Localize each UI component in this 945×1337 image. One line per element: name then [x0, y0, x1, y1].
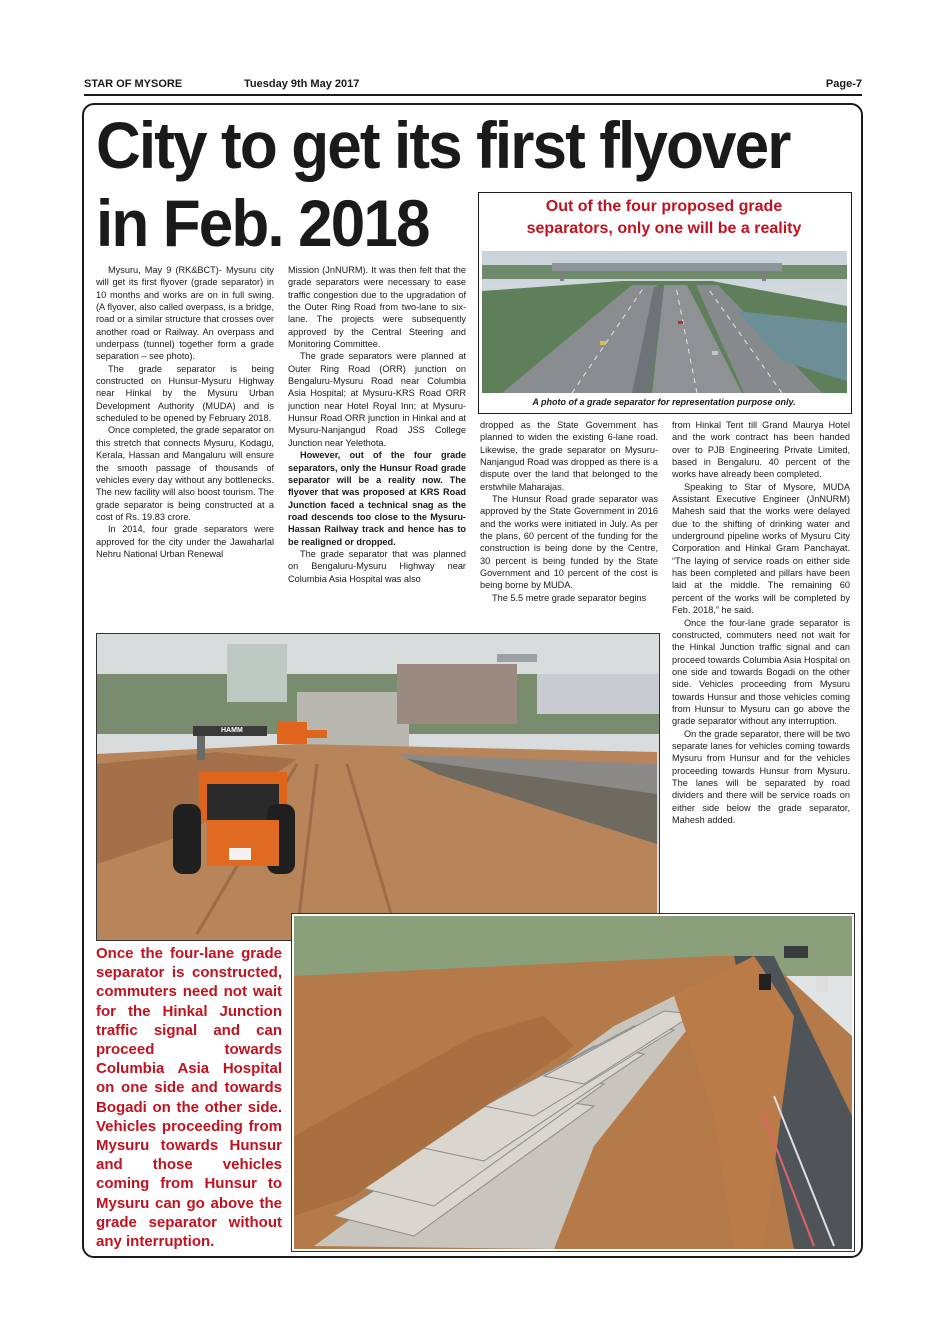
article-column-1 — [96, 264, 274, 560]
paragraph: The grade separators were planned at Outer Ring Road (ORR) junction on Bengaluru-Mysuru Road near Columbia Asia Hospital; at Mysuru-KRS Road ORR junction near Hotel Royal Inn; at Mysuru-Hunsur Road ORR junction in Hinkal and at Mysuru-Nanjangud Road JSS College Junction near Yelethota. — [288, 351, 466, 448]
paragraph: from Hinkal Tent till Grand Maurya Hotel and the work contract has been handed over to PJB Engineering Private Limited, based in Bengaluru. 40 percent of the works have already been completed. — [672, 420, 850, 480]
issue-date: Tuesday 9th May 2017 — [244, 78, 360, 90]
construction-site-photo — [96, 633, 660, 941]
paragraph: On the grade separator, there will be two separate lanes for vehicles coming towards Mysuru from Hunsur and for the vehicles proceeding towards Hunsur from Mysuru. The lanes will be separated by road dividers and there will be service roads on either side below the grade separator, Mahesh added. — [672, 728, 850, 825]
sidebar-heading-line-2: separators, only one will be a reality — [526, 220, 802, 237]
slabs-photo — [292, 914, 854, 1251]
paragraph: dropped as the State Government has planned to widen the existing 6-lane road. Likewise, the grade separator on Mysuru-Nanjangud Road was dropped as there is a dispute over the land that belonged to the erstwhile Maharajas. — [480, 420, 658, 492]
page-number: Page-7 — [825, 78, 862, 90]
roller-brand-label: HAMM — [221, 727, 243, 734]
grade-separator-photo — [482, 251, 847, 393]
article-column-3 — [480, 419, 658, 604]
paragraph: Speaking to Star of Mysore, MUDA Assistant Executive Engineer (JnNURM) Mahesh said that the works were delayed due to the shifting of drinking water and underground pipeline works of Mysuru City Corporation and Hinkal Gram Panchayat. “The laying of service roads on either side has been completed and pillars have been laid at the middle. The remaining 60 percent of the works will be completed by Feb. 2018,” he said. — [672, 481, 850, 616]
pull-quote: Once the four-lane grade separator is constructed, commuters need not wait for the Hinkal Junction traffic signal and can proceed towards Columbia Asia Hospital on one side and towards Bogadi on the other side. Vehicles proceeding from Mysuru towards Hunsur and those vehicles coming from Hunsur to Mysuru can go above the grade separator without any interruption. — [96, 945, 282, 1251]
paragraph: Once completed, the grade separator on this stretch that connects Mysuru, Kodagu, Kerala, Hassan and Mangaluru will ensure the smooth passage of thousands of vehicles every day without any bottlenecks. The new facility will also boost tourism. The grade separator is being constructed at a cost of Rs. 19.83 crore. — [96, 425, 274, 522]
masthead-rule — [84, 94, 862, 96]
sidebar-heading — [480, 196, 848, 248]
paragraph: The grade separator that was planned on Bengaluru-Mysuru Highway near Columbia Asia Hospital was also — [288, 548, 466, 584]
paragraph: Mysuru, May 9 (RK&BCT)- Mysuru city will get its first flyover (grade separator) in 10 months and works are on in full swing. (A flyover, also called overpass, is a bridge, road or a similar structure that crosses over another road or Railway. An overpass and underpass (tunnel) together form a grade separation – see photo). — [96, 265, 274, 362]
grade-separator-illustration — [482, 251, 847, 393]
headline-line-2: in Feb. 2018 — [96, 186, 429, 260]
article-column-2 — [288, 264, 466, 585]
headline-line-1: City to get its first flyover — [96, 108, 790, 182]
slabs-illustration — [294, 916, 852, 1249]
paragraph: Mission (JnNURM). It was then felt that the grade separators were necessary to ease traffic congestion due to the upgradation of the Outer Ring Road from two-lane to six-lane. The projects were subsequently approved by the Central Steering and Monitoring Committee. — [288, 265, 466, 350]
construction-site-illustration — [97, 634, 659, 940]
publication-name: STAR OF MYSORE — [84, 78, 183, 90]
paragraph: Once the four-lane grade separator is constructed, commuters need not wait for the Hinkal Junction traffic signal and can proceed towards Columbia Asia Hospital on one side and towards Bogadi on the other side. Vehicles proceeding from Mysuru towards Hunsur and those vehicles coming from Hunsur to Mysuru can go above the grade separator without any interruption. — [672, 617, 850, 727]
paragraph: The grade separator is being constructed on Hunsur-Mysuru Highway near Hinkal by the Mysuru Urban Development Authority (MUDA) and is scheduled to be opened by February 2018. — [96, 363, 274, 424]
paragraph: The 5.5 metre grade separator begins — [492, 592, 647, 603]
article-column-4 — [672, 419, 850, 826]
paragraph-bold: However, out of the four grade separators, only the Hunsur Road grade separator will be a reality now. The flyover that was proposed at KRS Road Junction faced a technical snag as the road descends too close to the Mysuru-Hassan Railway track and hence has to be realigned or dropped. — [288, 450, 466, 547]
paragraph: In 2014, four grade separators were approved for the city under the Jawaharlal Nehru National Urban Renewal — [96, 524, 274, 559]
masthead — [84, 78, 862, 94]
sidebar-caption: A photo of a grade separator for representation purpose only. — [532, 397, 796, 407]
paragraph: The Hunsur Road grade separator was approved by the State Government in 2016 and the works were initiated in July. As per the plans, 60 percent of the funding for the construction is being done by the Centre, 30 percent is being funded by the State Government and 10 percent of the cost is being borne by MUDA. — [480, 494, 658, 591]
sidebar-heading-line-1: Out of the four proposed grade — [545, 198, 783, 215]
